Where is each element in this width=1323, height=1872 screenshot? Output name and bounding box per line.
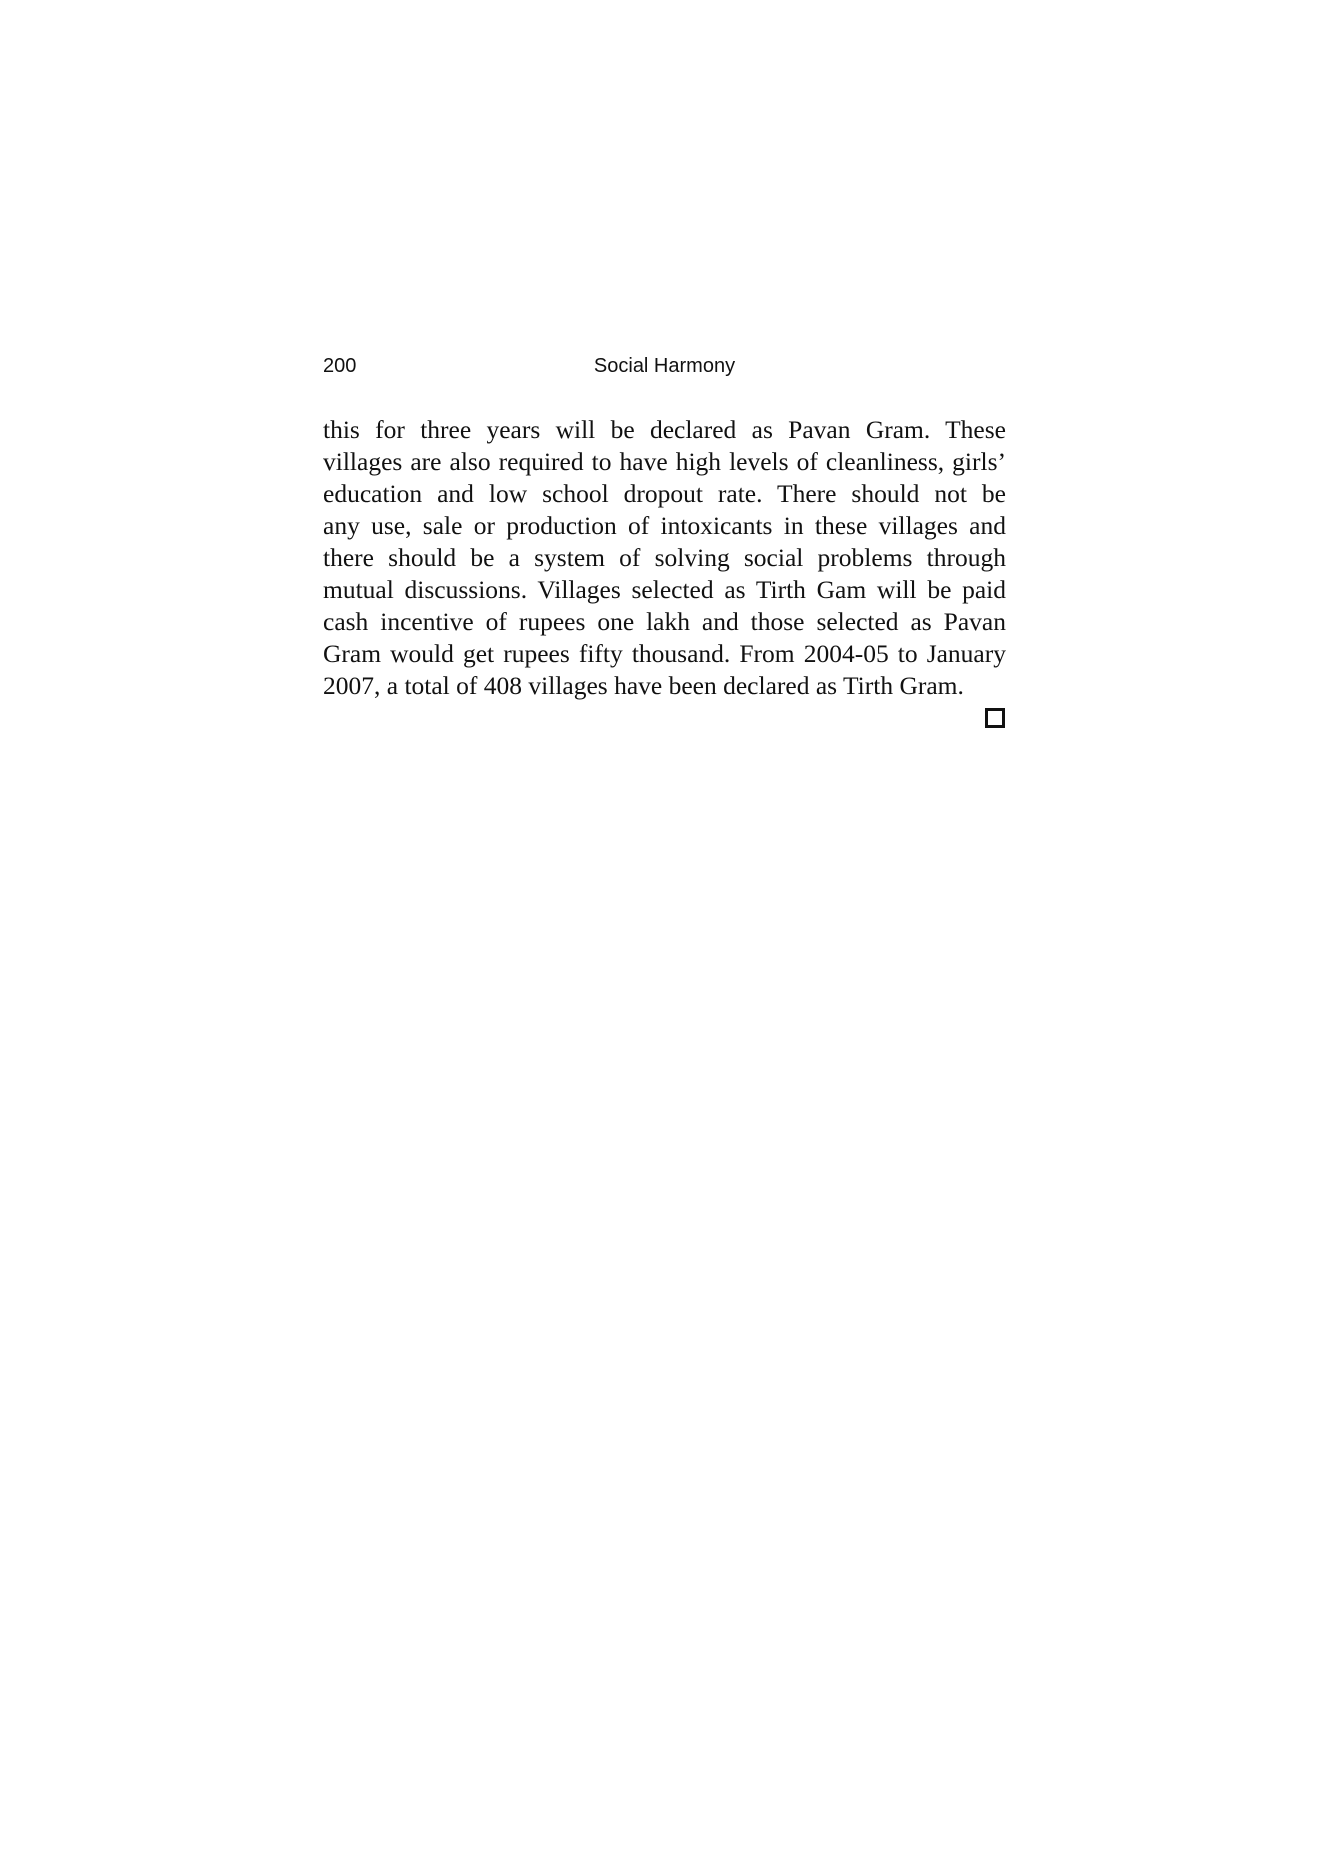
paragraph-line: villages are also required to have high levels of cleanliness, girls’ (323, 447, 1006, 476)
paragraph-line: cash incentive of rupees one lakh and those selected as Pavan (323, 607, 1006, 636)
running-head (323, 355, 1006, 383)
page-number: 200 (323, 355, 357, 377)
paragraph-line: any use, sale or production of intoxicants in these villages and (323, 511, 1006, 540)
paragraph-line: 2007, a total of 408 villages have been declared as Tirth Gram. (323, 671, 964, 700)
body-paragraph (323, 414, 1006, 702)
paragraph-line: Gram would get rupees fifty thousand. From 2004-05 to January (323, 639, 1006, 668)
paragraph-line: there should be a system of solving social problems through (323, 543, 1006, 572)
running-title: Social Harmony (593, 355, 736, 377)
square-end-mark-icon (985, 708, 1005, 728)
paragraph-line: this for three years will be declared as Pavan Gram. These (323, 415, 1006, 444)
paragraph-line: education and low school dropout rate. There should not be (323, 479, 1006, 508)
paragraph-line: mutual discussions. Villages selected as Tirth Gam will be paid (323, 575, 1006, 604)
